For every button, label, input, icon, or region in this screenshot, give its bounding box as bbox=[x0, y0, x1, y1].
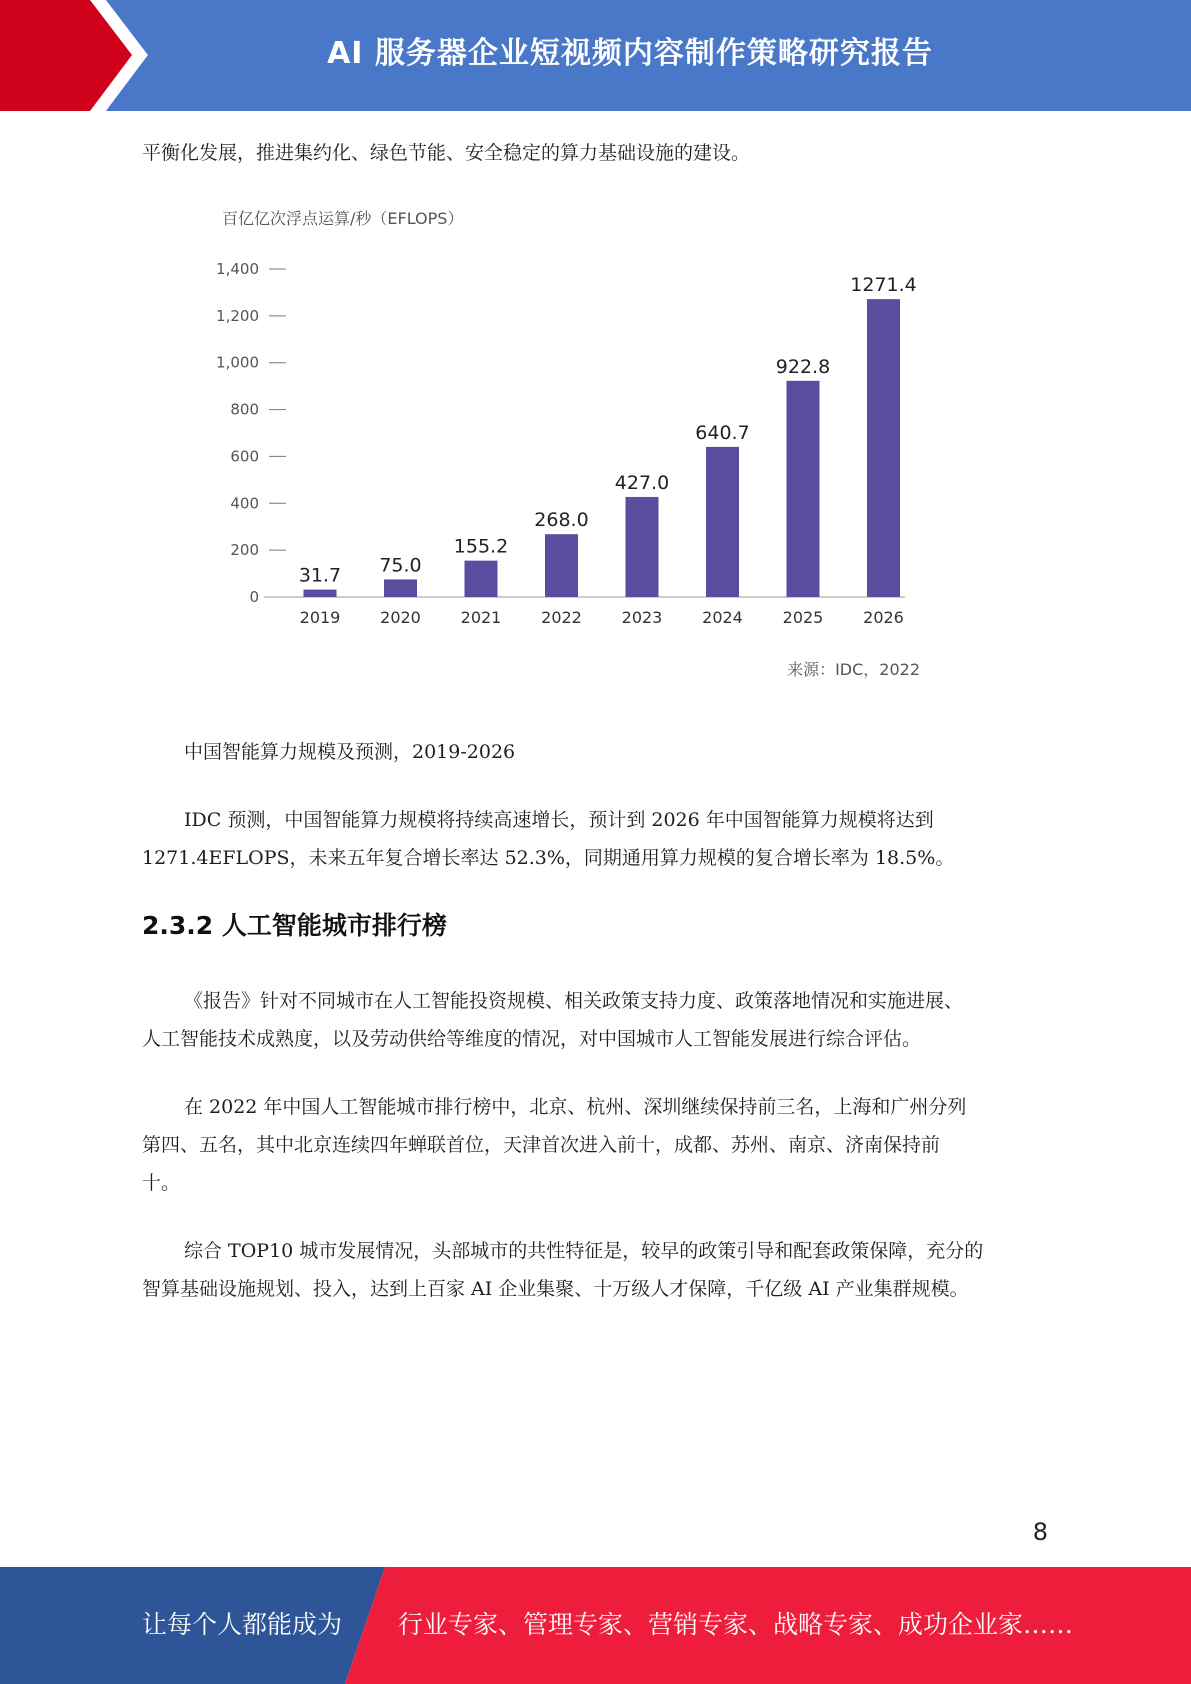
chart-caption: 中国智能算力规模及预测，2019-2026 bbox=[184, 741, 516, 763]
y-tick-label: 0 bbox=[249, 588, 259, 606]
header-title: AI 服务器企业短视频内容制作策略研究报告 bbox=[327, 36, 933, 71]
bar-chart bbox=[200, 205, 940, 685]
header-red-chevron bbox=[0, 0, 160, 111]
bar-value-label: 1271.4 bbox=[850, 274, 917, 297]
x-tick-label: 2024 bbox=[702, 608, 743, 627]
bar-2020 bbox=[384, 579, 417, 597]
page-number: 8 bbox=[1032, 1518, 1048, 1546]
paragraph-1-line-2: 1271.4EFLOPS，未来五年复合增长率达 52.3%，同期通用算力规模的复合增长率为 18.5%。 bbox=[142, 847, 955, 869]
bar-value-label: 268.0 bbox=[534, 509, 589, 532]
footer-slogan-left: 让每个人都能成为 bbox=[142, 1610, 343, 1639]
x-tick-label: 2022 bbox=[541, 608, 582, 627]
bar-2025 bbox=[787, 381, 820, 597]
x-tick-label: 2023 bbox=[621, 608, 663, 627]
bar-2019 bbox=[304, 590, 337, 597]
x-tick-label: 2026 bbox=[863, 608, 904, 627]
bar-value-label: 922.8 bbox=[775, 355, 831, 378]
x-axis bbox=[300, 608, 904, 627]
bar-2024 bbox=[706, 447, 739, 597]
bar-2026 bbox=[867, 299, 900, 597]
page-footer bbox=[0, 1567, 1191, 1684]
paragraph-2-line-1: 《报告》针对不同城市在人工智能投资规模、相关政策支持力度、政策落地情况和实施进展、 bbox=[184, 990, 964, 1012]
y-tick-label: 1,200 bbox=[216, 306, 259, 325]
bar-value-label: 155.2 bbox=[453, 535, 509, 558]
paragraph-intro: 平衡化发展，推进集约化、绿色节能、安全稳定的算力基础设施的建设。 bbox=[142, 142, 751, 164]
x-tick-label: 2021 bbox=[460, 608, 502, 627]
footer-slogan-right: 行业专家、管理专家、营销专家、战略专家、成功企业家…… bbox=[398, 1610, 1074, 1639]
bar-2022 bbox=[545, 534, 578, 597]
paragraph-3-line-1: 在 2022 年中国人工智能城市排行榜中，北京、杭州、深圳继续保持前三名，上海和广州分列 bbox=[184, 1096, 967, 1118]
bar-series bbox=[299, 274, 917, 597]
paragraph-4-line-1: 综合 TOP10 城市发展情况，头部城市的共性特征是，较早的政策引导和配套政策保障，充分的 bbox=[184, 1240, 984, 1262]
y-tick-label: 1,000 bbox=[216, 353, 259, 372]
bar-2023 bbox=[626, 497, 659, 597]
y-tick-label: 600 bbox=[230, 447, 259, 466]
x-tick-label: 2020 bbox=[380, 608, 421, 627]
chart-source: 来源：IDC，2022 bbox=[787, 660, 920, 679]
bar-value-label: 31.7 bbox=[298, 564, 342, 587]
bar-value-label: 75.0 bbox=[379, 554, 422, 577]
y-tick-label: 800 bbox=[230, 400, 259, 419]
chart-ylabel: 百亿亿次浮点运算/秒（EFLOPS） bbox=[222, 209, 464, 228]
bar-value-label: 427.0 bbox=[614, 471, 670, 494]
y-tick-label: 400 bbox=[230, 494, 259, 513]
y-tick-label: 200 bbox=[230, 541, 259, 560]
y-tick-label: 1,400 bbox=[216, 260, 259, 278]
paragraph-2-line-2: 人工智能技术成熟度，以及劳动供给等维度的情况，对中国城市人工智能发展进行综合评估。 bbox=[142, 1028, 922, 1050]
paragraph-3-line-3: 十。 bbox=[142, 1172, 181, 1194]
section-heading: 2.3.2 人工智能城市排行榜 bbox=[142, 911, 447, 940]
page-header bbox=[0, 0, 1191, 111]
paragraph-1-line-1: IDC 预测，中国智能算力规模将持续高速增长，预计到 2026 年中国智能算力规模将达到 bbox=[184, 809, 934, 831]
paragraph-4-line-2: 智算基础设施规划、投入，达到上百家 AI 企业集聚、十万级人才保障，千亿级 AI 产业集群规模。 bbox=[142, 1278, 969, 1300]
bar-2021 bbox=[465, 561, 498, 597]
x-tick-label: 2025 bbox=[782, 608, 824, 627]
chart-svg bbox=[200, 205, 940, 685]
x-tick-label: 2019 bbox=[299, 608, 341, 627]
bar-value-label: 640.7 bbox=[695, 421, 750, 444]
paragraph-3-line-2: 第四、五名，其中北京连续四年蝉联首位，天津首次进入前十，成都、苏州、南京、济南保持前 bbox=[142, 1134, 941, 1156]
